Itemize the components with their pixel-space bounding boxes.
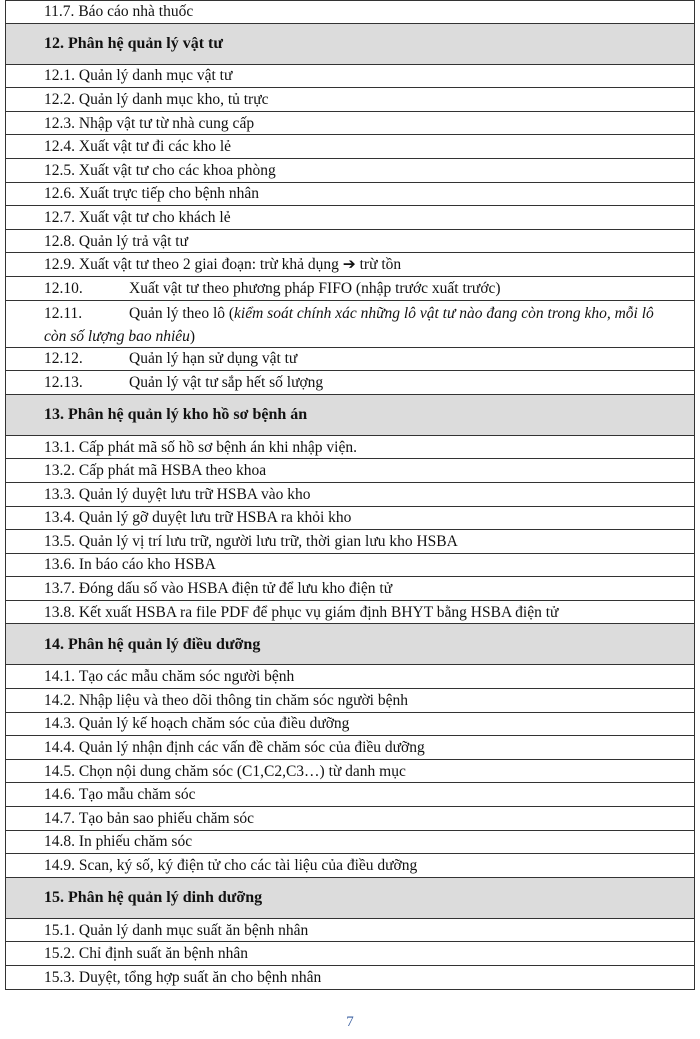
item-text-after: ) — [189, 327, 196, 345]
section-title: 15. Phân hệ quản lý dinh dưỡng — [44, 889, 263, 907]
table-row — [5, 831, 695, 855]
item-text: Quản lý vật tư sắp hết số lượng — [129, 373, 324, 391]
item-number: 13.6. — [44, 556, 75, 574]
item-text: Xuất trực tiếp cho bệnh nhân — [78, 185, 260, 203]
item-number: 13.2. — [44, 462, 75, 480]
section-title: 14. Phân hệ quản lý điều dưỡng — [44, 635, 261, 653]
item-text: In phiếu chăm sóc — [78, 833, 193, 851]
table-row — [5, 577, 695, 601]
item-number: 14.9. — [44, 857, 75, 875]
item-number: 13.7. — [44, 580, 75, 598]
item-number: 14.1. — [44, 668, 75, 686]
item-number: 12.6. — [44, 185, 75, 203]
item-text: Quản lý theo lô ( — [129, 304, 235, 322]
item-text: Nhập liệu và theo dõi thông tin chăm sóc người bệnh — [78, 691, 408, 709]
item-text: Nhập vật tư từ nhà cung cấp — [78, 114, 255, 132]
page-number: 7 — [346, 1014, 354, 1030]
table-row — [5, 459, 695, 483]
item-text: Cấp phát mã số hồ sơ bệnh án khi nhập viện. — [78, 438, 357, 456]
table-row — [5, 348, 695, 372]
table-row — [5, 112, 695, 136]
table-row — [5, 554, 695, 578]
table-row — [5, 0, 695, 24]
table-row — [5, 783, 695, 807]
table-row — [5, 919, 695, 943]
table-row — [5, 135, 695, 159]
item-number: 13.8. — [44, 603, 75, 621]
item-text: Tạo các mẫu chăm sóc người bệnh — [78, 668, 295, 686]
item-number: 15.2. — [44, 945, 75, 963]
item-text: Xuất vật tư đi các kho lẻ — [78, 138, 232, 156]
item-text: Quản lý trả vật tư — [78, 232, 188, 250]
table-row — [5, 159, 695, 183]
table-row — [5, 966, 695, 990]
item-text: Quản lý vị trí lưu trữ, người lưu trữ, thời gian lưu kho HSBA — [78, 532, 458, 550]
table-row — [5, 371, 695, 395]
table-row — [5, 530, 695, 554]
item-text: Kết xuất HSBA ra file PDF để phục vụ giám định BHYT bằng HSBA điện tử — [78, 603, 559, 621]
item-text: In báo cáo kho HSBA — [78, 556, 216, 574]
item-text: Xuất vật tư cho khách lẻ — [78, 208, 231, 226]
item-text: Quản lý hạn sử dụng vật tư — [129, 350, 298, 368]
item-number: 12.4. — [44, 138, 75, 156]
table-row — [5, 183, 695, 207]
table-row — [5, 206, 695, 230]
item-text: Cấp phát mã HSBA theo khoa — [78, 462, 267, 480]
table-row — [5, 601, 695, 625]
item-number: 14.8. — [44, 833, 75, 851]
item-number: 12.1. — [44, 67, 75, 85]
item-number: 14.4. — [44, 739, 75, 757]
table-row — [5, 277, 695, 301]
table-row — [5, 436, 695, 460]
item-number: 12.9. — [44, 256, 75, 274]
item-number: 14.5. — [44, 762, 75, 780]
item-number: 15.3. — [44, 968, 75, 986]
section-title: 13. Phân hệ quản lý kho hồ sơ bệnh án — [44, 406, 308, 424]
item-number: 13.1. — [44, 438, 75, 456]
table-row — [5, 665, 695, 689]
item-text: Xuất vật tư theo phương pháp FIFO (nhập trước xuất trước) — [129, 279, 501, 297]
item-text: Quản lý kế hoạch chăm sóc của điều dưỡng — [78, 715, 350, 733]
table-row — [5, 253, 695, 277]
item-number: 12.10. — [44, 279, 83, 297]
section-header — [5, 395, 695, 436]
table-row — [5, 689, 695, 713]
item-text: Đóng dấu số vào HSBA điện tử để lưu kho điện tử — [78, 580, 393, 598]
item-number: 13.3. — [44, 485, 75, 503]
item-text: Xuất vật tư theo 2 giai đoạn: trừ khả dụng ➔ trừ tồn — [78, 256, 402, 274]
section-header — [5, 878, 695, 919]
item-text: Quản lý gỡ duyệt lưu trữ HSBA ra khỏi kho — [78, 509, 352, 527]
table-row — [5, 760, 695, 784]
item-number: 14.2. — [44, 691, 75, 709]
item-cell — [44, 302, 674, 348]
item-text: Xuất vật tư cho các khoa phòng — [78, 161, 276, 179]
item-number: 12.8. — [44, 232, 75, 250]
item-text: Quản lý danh mục vật tư — [78, 67, 233, 85]
item-text: Báo cáo nhà thuốc — [78, 3, 194, 21]
item-number: 11.7. — [44, 3, 75, 21]
table-row — [5, 301, 695, 348]
table-row — [5, 736, 695, 760]
item-number: 14.3. — [44, 715, 75, 733]
item-text: Duyệt, tổng hợp suất ăn cho bệnh nhân — [78, 968, 322, 986]
item-text: Quản lý nhận định các vấn đề chăm sóc của điều dưỡng — [78, 739, 425, 757]
item-number: 15.1. — [44, 921, 75, 939]
item-number: 12.7. — [44, 208, 75, 226]
item-text: Quản lý duyệt lưu trữ HSBA vào kho — [78, 485, 311, 503]
item-number: 12.11. — [44, 304, 83, 322]
item-number: 12.2. — [44, 90, 75, 108]
table-row — [5, 507, 695, 531]
item-number: 12.13. — [44, 373, 83, 391]
table-row — [5, 713, 695, 737]
table-row — [5, 807, 695, 831]
item-text: Chọn nội dung chăm sóc (C1,C2,C3…) từ danh mục — [78, 762, 406, 780]
table-row — [5, 88, 695, 112]
item-number: 12.5. — [44, 161, 75, 179]
table-row — [5, 854, 695, 878]
table-row — [5, 65, 695, 89]
item-text: Quản lý danh mục kho, tủ trực — [78, 90, 269, 108]
item-number: 14.6. — [44, 786, 75, 804]
table-row — [5, 483, 695, 507]
item-number: 12.12. — [44, 350, 83, 368]
item-number: 13.5. — [44, 532, 75, 550]
section-header — [5, 24, 695, 65]
item-text: Quản lý danh mục suất ăn bệnh nhân — [78, 921, 309, 939]
item-text: Tạo mẫu chăm sóc — [78, 786, 196, 804]
item-text: Tạo bản sao phiếu chăm sóc — [78, 809, 255, 827]
section-header — [5, 624, 695, 665]
item-number: 14.7. — [44, 809, 75, 827]
item-text: Scan, ký số, ký điện tử cho các tài liệu của điều dưỡng — [78, 857, 418, 875]
table-row — [5, 942, 695, 966]
table-row — [5, 230, 695, 254]
item-text: Chỉ định suất ăn bệnh nhân — [78, 945, 249, 963]
item-number: 12.3. — [44, 114, 75, 132]
section-title: 12. Phân hệ quản lý vật tư — [44, 35, 223, 53]
item-note: kiểm soát chính xác những lô vật tư nào đang còn trong kho, mỗi lô còn số lượng bao nhiêu — [44, 304, 654, 345]
feature-table — [5, 0, 695, 990]
item-number: 13.4. — [44, 509, 75, 527]
